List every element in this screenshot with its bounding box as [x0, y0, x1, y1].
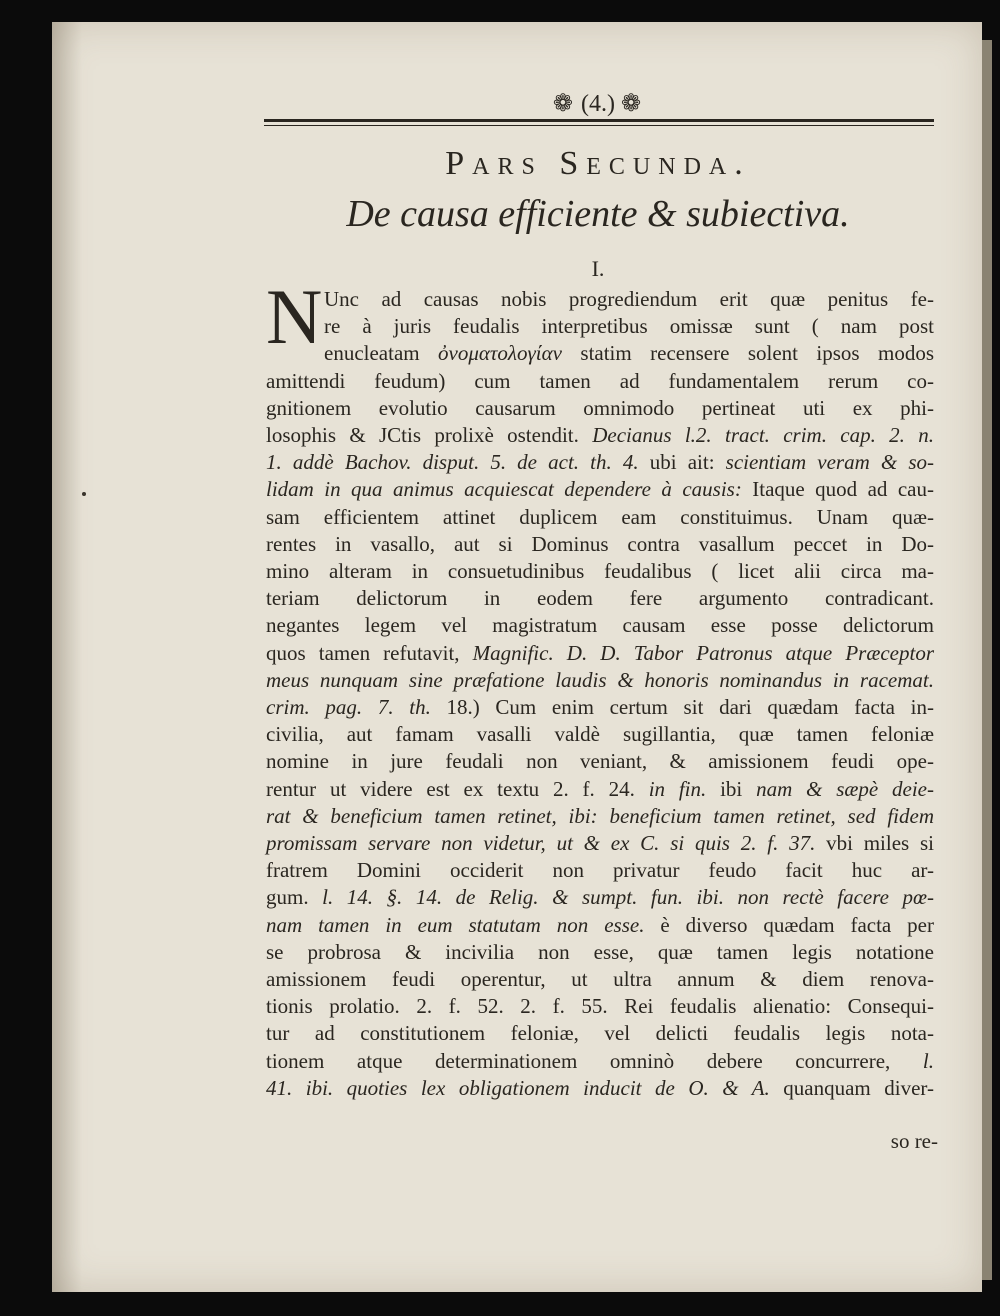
- italic-citation: ὀνοματολογίαν: [438, 341, 562, 366]
- text-run: sam efficientem attinet duplicem eam constituimus. Unam quæ-: [266, 504, 934, 529]
- text-line: [266, 857, 934, 883]
- part-title: Pars Secunda.: [445, 145, 751, 182]
- italic-citation: nam & sæpè deie-: [756, 776, 934, 801]
- text-line: [266, 1020, 934, 1046]
- text-run: quanquam diver-: [769, 1075, 934, 1100]
- header-rule-thick: [264, 119, 934, 122]
- running-header: [262, 86, 934, 122]
- ink-speck: [82, 492, 86, 496]
- spine-shadow: [52, 22, 82, 1292]
- text-line: [266, 694, 934, 720]
- italic-citation: scientiam veram & so-: [725, 450, 934, 475]
- text-run: gum.: [266, 885, 323, 910]
- text-line: [266, 640, 934, 666]
- text-run: ubi ait:: [638, 450, 726, 475]
- italic-citation: 1. addè Bachov. disput. 5. de act. th. 4.: [266, 450, 639, 475]
- text-run: losophis & JCtis prolixè ostendit.: [266, 423, 593, 447]
- text-run: amittendi feudum) cum tamen ad fundamentalem rerum co-: [266, 368, 934, 393]
- section-number: I.: [591, 256, 605, 281]
- text-line: [266, 585, 934, 611]
- text-line: [266, 884, 934, 910]
- italic-citation: 41. ibi. quoties lex obligationem inducit de O. & A.: [266, 1075, 770, 1100]
- text-run: ibi: [706, 776, 757, 801]
- text-run: negantes legem vel magistratum causam esse posse delictorum: [266, 613, 934, 638]
- italic-citation: Magnific. D. D. Tabor Patronus atque Præceptor: [472, 640, 934, 665]
- text-run: Itaque quod ad cau-: [741, 477, 934, 502]
- text-run: re à juris feudalis interpretibus omissæ sunt ( nam post: [324, 314, 934, 339]
- text-line: [266, 449, 934, 475]
- text-line: [266, 531, 934, 557]
- text-run: tionis prolatio. 2. f. 52. 2. f. 55. Rei feudalis alienatio: Consequi-: [266, 994, 934, 1019]
- text-run: se probrosa & incivilia non esse, quæ tamen legis notatione: [266, 939, 934, 964]
- text-line: [266, 966, 934, 992]
- drop-cap: N: [266, 273, 323, 360]
- catchword: so re-: [890, 1129, 938, 1153]
- text-line: [266, 368, 934, 394]
- text-line: [266, 803, 934, 829]
- text-run: rentes in vasallo, aut si Dominus contra vasallum peccet in Do-: [266, 531, 934, 556]
- text-line: [324, 340, 934, 366]
- text-line: [266, 748, 934, 774]
- text-line: [324, 313, 934, 339]
- text-line: [266, 1048, 934, 1074]
- text-line: [324, 286, 934, 312]
- text-run: enucleatam: [324, 341, 439, 366]
- text-run: mino alteram in consuetudinibus feudalibus ( licet alii circa ma-: [266, 559, 934, 583]
- text-run: tur ad constitutionem feloniæ, vel delicti feudalis legis nota-: [266, 1021, 934, 1046]
- italic-citation: in fin.: [648, 776, 707, 801]
- italic-citation: meus nunquam sine præfatione laudis & honoris nominandus in racemat.: [266, 667, 934, 692]
- chapter-subtitle: De causa efficiente & subiectiva.: [346, 193, 850, 235]
- text-line: [266, 776, 934, 802]
- text-run: Unc ad causas nobis progrediendum erit quæ penitus fe-: [324, 287, 934, 311]
- text-line: [266, 422, 934, 448]
- page-edge: [982, 40, 992, 1280]
- text-run: rentur ut videre est ex textu 2. f. 24.: [266, 776, 649, 801]
- text-run: gnitionem evolutio causarum omnimodo pertineat uti ex phi-: [266, 395, 934, 420]
- text-line: [266, 993, 934, 1019]
- italic-citation: l.: [922, 1048, 934, 1073]
- italic-citation: nam tamen in eum statutam non esse.: [266, 912, 645, 937]
- italic-citation: promissam servare non videtur, ut & ex C. si quis 2. f. 37.: [266, 831, 816, 855]
- text-line: [266, 612, 934, 638]
- text-run: fratrem Domini occiderit non privatur feudo facit huc ar-: [266, 858, 934, 883]
- text-line: [266, 667, 934, 693]
- text-line: [266, 830, 934, 856]
- text-run: amissionem feudi operentur, ut ultra annum & diem renova-: [266, 967, 934, 991]
- italic-citation: l. 14. §. 14. de Relig. & sumpt. fun. ibi. non rectè facere pœ-: [322, 885, 934, 910]
- ornament-left-icon: ❁: [552, 91, 575, 117]
- page-number: (4.): [581, 91, 615, 117]
- text-line: [266, 476, 934, 502]
- italic-citation: Decianus l.2. tract. crim. cap. 2. n.: [592, 423, 934, 447]
- text-run: vbi miles si: [815, 831, 934, 855]
- text-line: [266, 1075, 934, 1101]
- text-line: [266, 721, 934, 747]
- italic-citation: crim. pag. 7. th.: [266, 695, 431, 719]
- italic-citation: lidam in qua animus acquiescat dependere à causis:: [266, 477, 742, 502]
- text-run: quos tamen refutavit,: [266, 640, 473, 665]
- text-run: civilia, aut famam vasalli valdè sugillantia, quæ tamen feloniæ: [266, 722, 934, 747]
- text-run: statim recensere solent ipsos modos: [561, 341, 934, 366]
- text-line: [266, 504, 934, 530]
- header-rule-thin: [264, 125, 934, 126]
- ornament-right-icon: ❁: [620, 91, 644, 117]
- text-run: nomine in jure feudali non veniant, & amissionem feudi ope-: [266, 749, 934, 774]
- italic-citation: rat & beneficium tamen retinet, ibi: beneficium tamen retinet, sed fidem: [266, 803, 934, 828]
- text-run: è diverso quædam facta per: [644, 912, 934, 937]
- text-line: [266, 939, 934, 965]
- text-run: 18.) Cum enim certum sit dari quædam facta in-: [430, 695, 935, 719]
- text-run: teriam delictorum in eodem fere argumento contradicant.: [266, 586, 934, 611]
- text-line: [266, 912, 934, 938]
- text-line: [266, 395, 934, 421]
- text-run: tionem atque determinationem omninò debere concurrere,: [266, 1048, 923, 1073]
- text-line: [266, 558, 934, 584]
